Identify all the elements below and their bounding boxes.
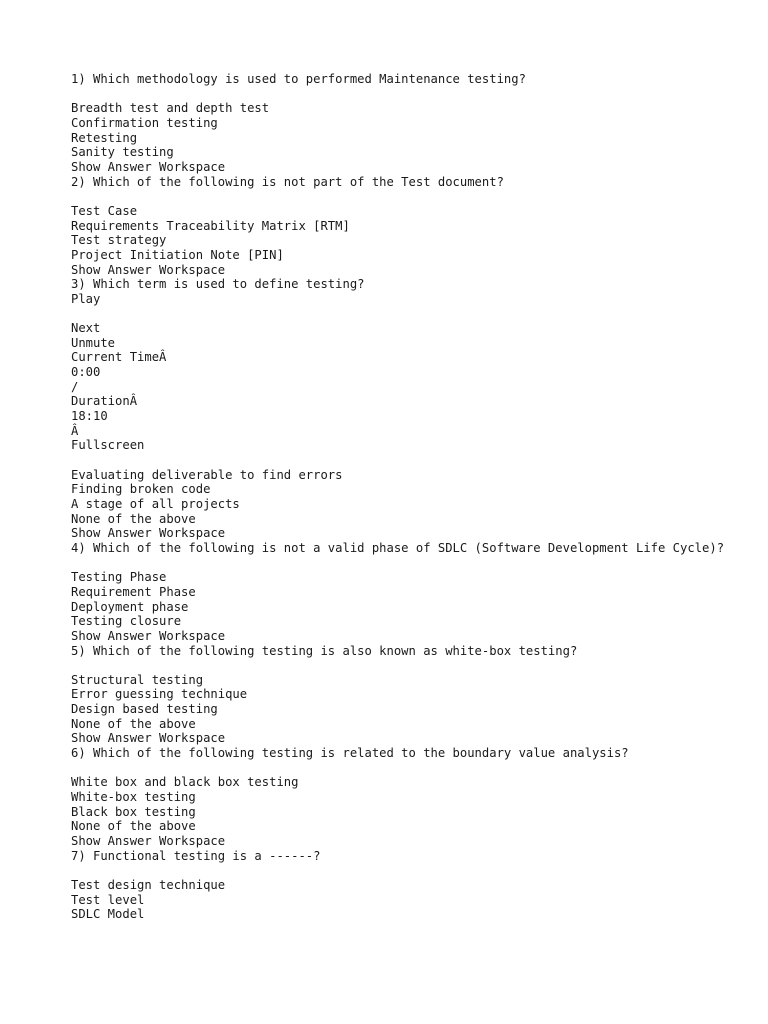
question-7: 7) Functional testing is a ------? (71, 848, 321, 863)
q7-option-2: Test level (71, 892, 145, 907)
q5-option-4: None of the above (71, 716, 196, 731)
blank-line (71, 453, 731, 468)
blank-line (71, 189, 731, 204)
q2-option-1: Test Case (71, 203, 138, 218)
question-4: 4) Which of the following is not a valid phase of SDLC (Software Development Life Cycle)? (71, 540, 725, 555)
q3-option-3: A stage of all projects (71, 496, 240, 511)
blank-line (71, 761, 731, 776)
q4-option-2: Requirement Phase (71, 584, 196, 599)
q6-option-4: None of the above (71, 819, 196, 834)
video-play-button[interactable]: Play (71, 291, 101, 306)
q1-option-1: Breadth test and depth test (71, 101, 270, 116)
blank-line (71, 863, 731, 878)
video-current-time-label: Current TimeÂ (71, 350, 167, 365)
q6-option-3: Black box testing (71, 804, 196, 819)
question-3: 3) Which term is used to define testing? (71, 277, 365, 292)
q6-option-1: White box and black box testing (71, 775, 299, 790)
q2-option-2: Requirements Traceability Matrix [RTM] (71, 218, 350, 233)
show-answer-workspace-link[interactable]: Show Answer Workspace (71, 526, 226, 541)
question-6: 6) Which of the following testing is related to the boundary value analysis? (71, 746, 629, 761)
q6-option-2: White-box testing (71, 790, 196, 805)
q1-option-2: Confirmation testing (71, 115, 218, 130)
video-next-button[interactable]: Next (71, 321, 101, 336)
q1-option-3: Retesting (71, 130, 138, 145)
q7-option-1: Test design technique (71, 877, 226, 892)
show-answer-workspace-link[interactable]: Show Answer Workspace (71, 731, 226, 746)
q2-option-3: Test strategy (71, 233, 167, 248)
q3-option-1: Evaluating deliverable to find errors (71, 467, 343, 482)
blank-line (71, 306, 731, 321)
show-answer-workspace-link[interactable]: Show Answer Workspace (71, 262, 226, 277)
q5-option-1: Structural testing (71, 672, 204, 687)
show-answer-workspace-link[interactable]: Show Answer Workspace (71, 159, 226, 174)
q3-option-2: Finding broken code (71, 482, 211, 497)
question-1: 1) Which methodology is used to performed Maintenance testing? (71, 72, 526, 86)
q4-option-4: Testing closure (71, 614, 182, 629)
video-current-time-value: 0:00 (71, 365, 101, 380)
blank-line (71, 658, 731, 673)
q1-option-4: Sanity testing (71, 145, 174, 160)
q2-option-4: Project Initiation Note [PIN] (71, 247, 284, 262)
question-2: 2) Which of the following is not part of the Test document? (71, 174, 504, 189)
video-unmute-button[interactable]: Unmute (71, 335, 116, 350)
question-5: 5) Which of the following testing is also known as white-box testing? (71, 643, 578, 658)
video-fullscreen-button[interactable]: Fullscreen (71, 438, 145, 453)
q4-option-3: Deployment phase (71, 599, 189, 614)
video-duration-label: DurationÂ (71, 394, 138, 409)
q5-option-2: Error guessing technique (71, 687, 248, 702)
q4-option-1: Testing Phase (71, 570, 167, 585)
q5-option-3: Design based testing (71, 702, 218, 717)
show-answer-workspace-link[interactable]: Show Answer Workspace (71, 628, 226, 643)
blank-line (71, 556, 731, 571)
blank-line (71, 87, 731, 102)
show-answer-workspace-link[interactable]: Show Answer Workspace (71, 834, 226, 849)
document-page (71, 72, 731, 922)
video-spacer-glyph: Â (71, 423, 79, 438)
video-duration-value: 18:10 (71, 409, 108, 424)
q7-option-3: SDLC Model (71, 907, 145, 922)
q3-option-4: None of the above (71, 511, 196, 526)
video-time-separator: / (71, 379, 79, 394)
